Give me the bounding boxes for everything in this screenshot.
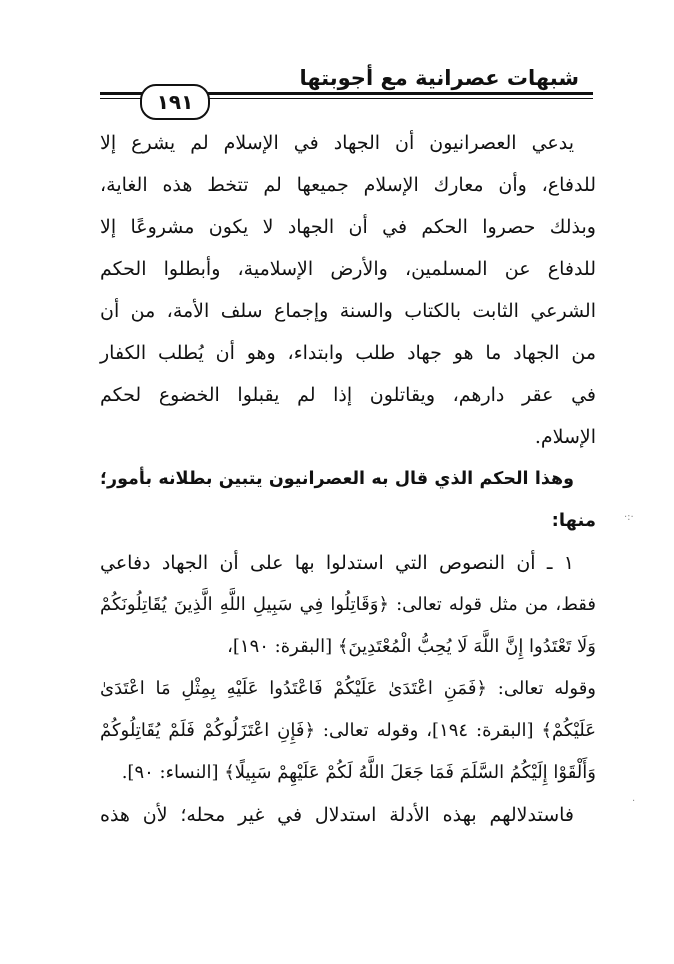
text-line: يدعي العصرانيون أن الجهاد في الإسلام لم يشرع إلا — [100, 132, 574, 154]
quran-line: وَأَلْقَوْا إِلَيْكُمُ السَّلَمَ فَمَا جَعَلَ اللَّهُ لَكُمْ عَلَيْهِمْ سَبِيلًا﴾ [النساء: ٩٠]. — [121, 762, 596, 783]
text-line: للدفاع، وأن معارك الإسلام جميعها لم تتخط هذه الغاية، — [100, 174, 596, 196]
bold-text-line: وهذا الحكم الذي قال به العصرانيون يتبين بطلانه بأمور؛ — [100, 469, 574, 489]
text-line: في عقر دارهم، ويقاتلون إذا لم يقبلوا الخضوع لحكم — [100, 384, 596, 406]
quran-line: وَلَا تَعْتَدُوا إِنَّ اللَّهَ لَا يُحِبُّ الْمُعْتَدِينَ﴾ [البقرة: ١٩٠]، — [227, 636, 596, 657]
bold-text-line: منها: — [551, 510, 596, 531]
text-line: للدفاع عن المسلمين، والأرض الإسلامية، وأبطلوا الحكم — [100, 258, 596, 280]
text-line: من الجهاد ما هو جهاد طلب وابتداء، وهو أن يُطلب الكفار — [100, 342, 596, 364]
quran-line: عَلَيْكُمْ﴾ [البقرة: ١٩٤]، وقوله تعالى: ﴿فَإِنِ اعْتَزَلُوكُمْ فَلَمْ يُقَاتِلُوكُمْ — [100, 720, 597, 741]
text-line: وبذلك حصروا الحكم في أن الجهاد لا يكون مشروعًا إلا — [100, 216, 596, 238]
text-line: الإسلام. — [534, 426, 596, 448]
body-text — [100, 122, 596, 836]
quran-line: فقط، من مثل قوله تعالى: ﴿وَقَاتِلُوا فِي سَبِيلِ اللَّهِ الَّذِينَ يُقَاتِلُونَكُمْ — [100, 594, 596, 615]
text-line: الشرعي الثابت بالكتاب والسنة وإجماع سلف الأمة، من أن — [100, 300, 596, 322]
text-line: ١ ـ أن النصوص التي استدلوا بها على أن الجهاد دفاعي — [100, 552, 574, 574]
quran-line: وقوله تعالى: ﴿فَمَنِ اعْتَدَىٰ عَلَيْكُمْ فَاعْتَدُوا عَلَيْهِ بِمِثْلِ مَا اعْتَدَىٰ — [100, 678, 596, 699]
running-title: شبهات عصرانية مع أجوبتها — [299, 66, 579, 90]
scan-mark: · — [632, 796, 636, 807]
scan-mark: ·:· — [624, 512, 634, 523]
page-number: ١٩١ — [140, 84, 210, 120]
text-line: فاستدلالهم بهذه الأدلة استدلال في غير محله؛ لأن هذه — [100, 804, 574, 826]
